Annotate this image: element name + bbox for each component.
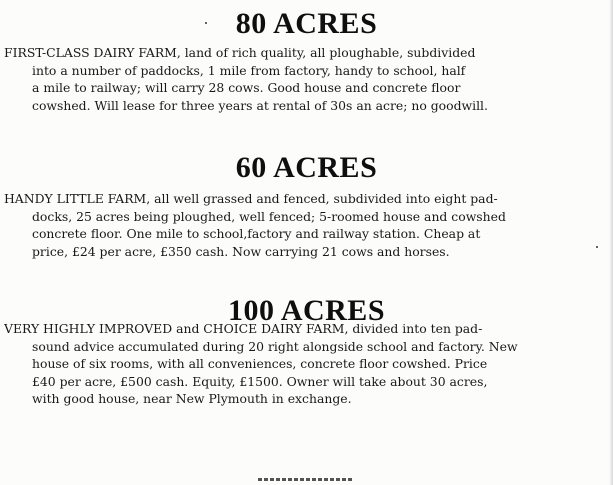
print-speck [596, 246, 598, 248]
ad-body-80-acres [4, 44, 608, 114]
ad-body-60-acres [4, 190, 608, 260]
ad-line: docks, 25 acres being ploughed, well fenced; 5-roomed house and cowshed [32, 208, 506, 224]
print-speck [205, 22, 207, 24]
ad-line: into a number of paddocks, 1 mile from factory, handy to school, half [32, 62, 466, 78]
ad-line: sound advice accumulated during 20 right alongside school and factory. New [32, 338, 518, 354]
ad-line: price, £24 per acre, £350 cash. Now carrying 21 cows and horses. [32, 243, 450, 259]
ad-line: a mile to railway; will carry 28 cows. Good house and concrete floor [32, 80, 461, 95]
ad-line: cowshed. Will lease for three years at rental of 30s an acre; no goodwill. [32, 97, 488, 113]
ad-line: house of six rooms, with all conveniences, concrete floor cowshed. Price [32, 356, 488, 371]
ad-line: HANDY LITTLE FARM, all well grassed and fenced, subdivided into eight pad- [4, 191, 498, 206]
ad-heading-80-acres: 80 ACRES [235, 7, 378, 40]
ad-line: concrete floor. One mile to school,factory and railway station. Cheap at [32, 226, 481, 241]
ad-heading-100-acres: 100 ACRES [227, 294, 386, 327]
divider-rule [258, 478, 354, 481]
ad-line: VERY HIGHLY IMPROVED and CHOICE DAIRY FARM, divided into ten pad- [4, 321, 483, 336]
ad-line: £40 per acre, £500 cash. Equity, £1500. Owner will take about 30 acres, [32, 373, 488, 389]
paper-edge-shadow [609, 0, 613, 485]
ad-line: with good house, near New Plymouth in exchange. [32, 391, 352, 406]
ad-line: FIRST-CLASS DAIRY FARM, land of rich quality, all ploughable, subdivided [4, 45, 476, 60]
ad-heading-60-acres: 60 ACRES [235, 151, 378, 184]
ad-body-100-acres [4, 320, 608, 408]
